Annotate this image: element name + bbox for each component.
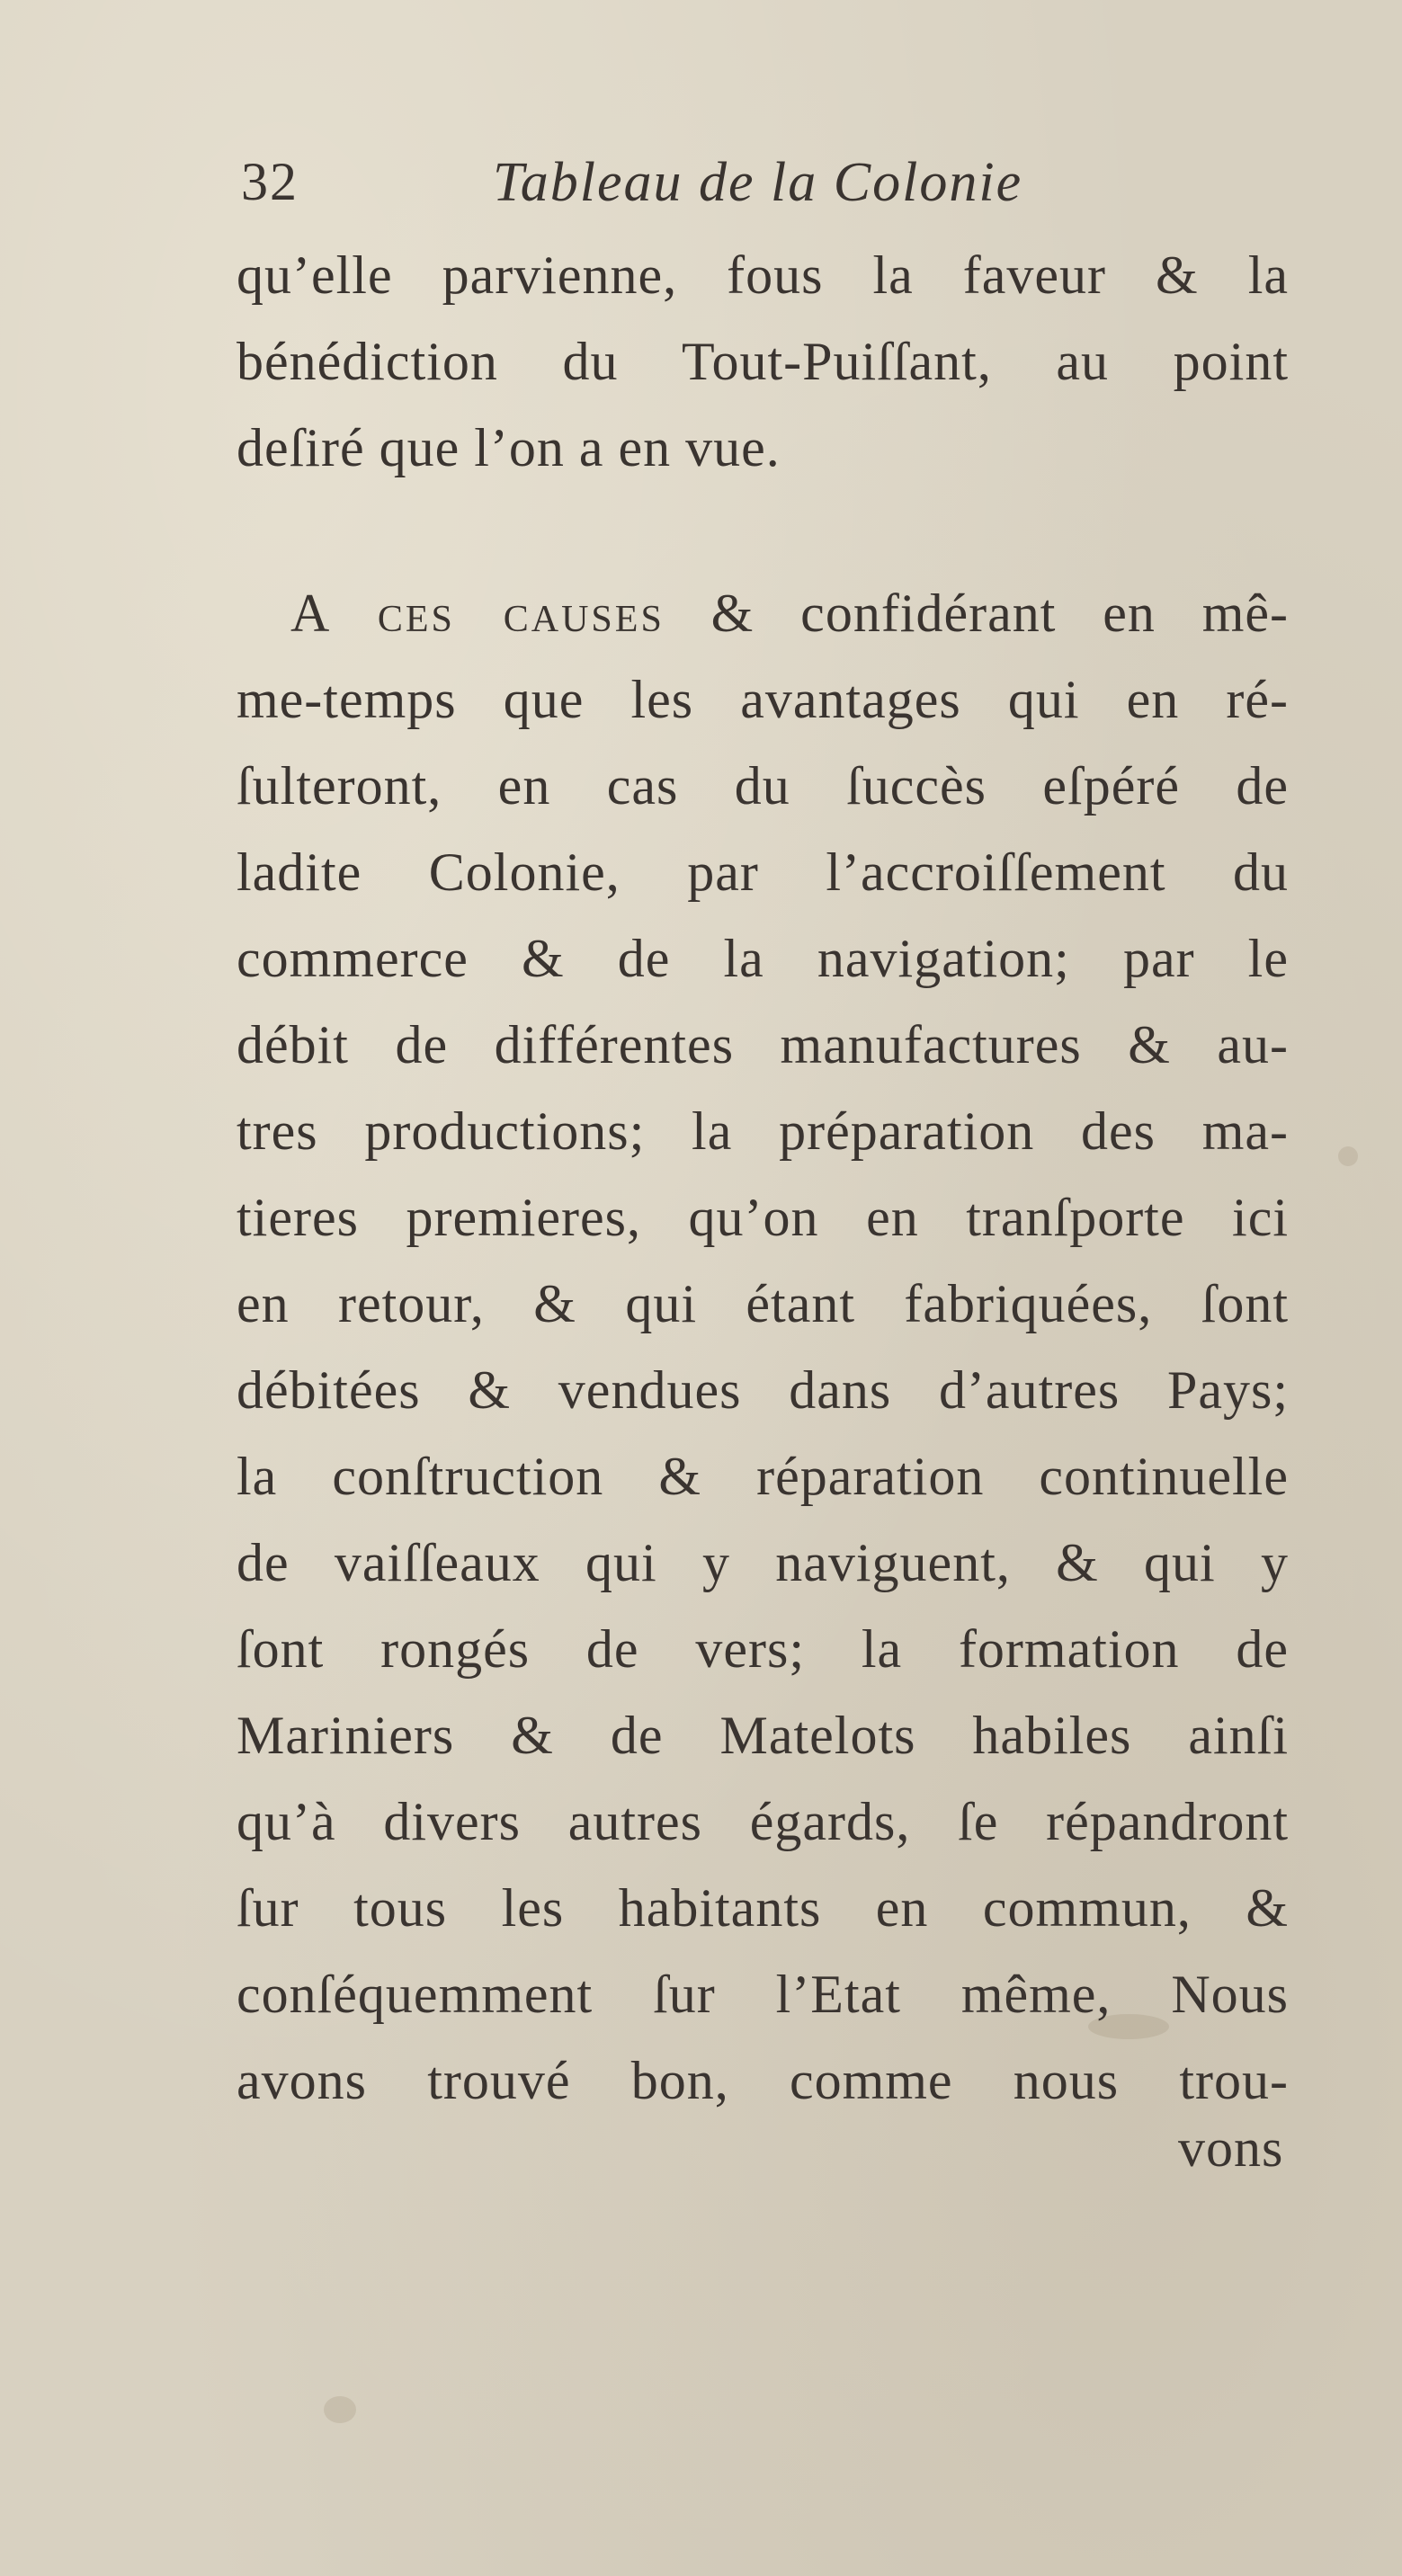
text-line: commerce & de la navigation; par le (237, 929, 1289, 988)
page-header (0, 151, 1402, 232)
text-line: tieres premieres, qu’on en tranſporte ici (237, 1188, 1289, 1247)
paragraph-break (237, 491, 1289, 570)
text-line: débitées & vendues dans d’autres Pays; (237, 1360, 1289, 1420)
text-line: débit de différentes manufactures & au- (237, 1015, 1289, 1074)
body-text (237, 232, 1289, 2124)
text-line: ladite Colonie, par l’accroiſſement du (237, 842, 1289, 902)
opening-small-caps: A ces causes (290, 584, 665, 643)
catchword: vons (1178, 2118, 1284, 2178)
text-line: de vaiſſeaux qui y naviguent, & qui y (237, 1533, 1289, 1592)
page-number: 32 (241, 152, 299, 211)
paragraph-opening-line (237, 570, 1289, 656)
text-line: avons trouvé bon, comme nous trou- (237, 2051, 1289, 2110)
paper-stain (324, 2396, 356, 2423)
text-line: me-temps que les avantages qui en ré- (237, 670, 1289, 729)
text-line: qu’elle parvienne, fous la faveur & la (237, 245, 1289, 305)
text-line: la conſtruction & réparation continuelle (237, 1447, 1289, 1506)
opening-line-rest: & confidérant en mê- (664, 584, 1289, 643)
text-line: tres productions; la préparation des ma- (237, 1101, 1289, 1161)
text-line: ſur tous les habitants en commun, & (237, 1878, 1289, 1938)
paper-stain (1338, 1146, 1358, 1166)
text-line: conſéquemment ſur l’Etat même, Nous (237, 1965, 1289, 2024)
text-line: Mariniers & de Matelots habiles ainſi (237, 1706, 1289, 1765)
text-line: deſiré que l’on a en vue. (237, 418, 781, 477)
text-line: ſont rongés de vers; la formation de (237, 1619, 1289, 1679)
text-line: en retour, & qui étant fabriquées, ſont (237, 1274, 1289, 1333)
text-line: qu’à divers autres égards, ſe répandront (237, 1792, 1289, 1851)
text-line: ſulteront, en cas du ſuccès eſpéré de (237, 756, 1289, 816)
text-line: bénédiction du Tout-Puiſſant, au point (237, 332, 1289, 391)
running-title: Tableau de la Colonie (493, 152, 1023, 213)
